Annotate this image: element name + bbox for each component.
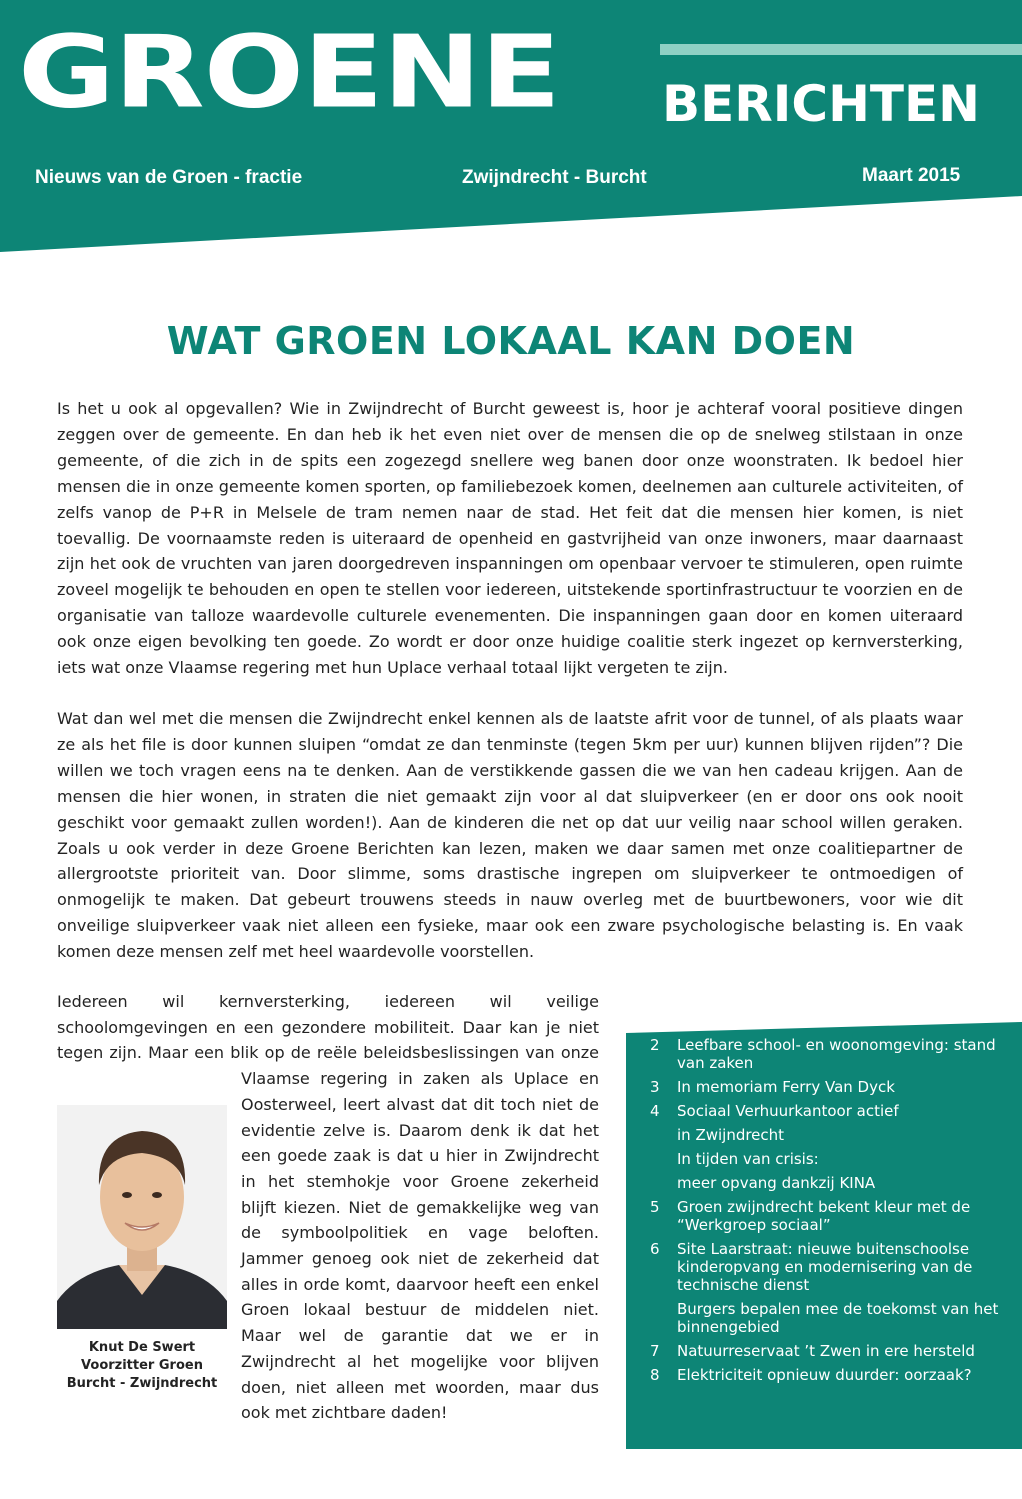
contents-item[interactable]: 2 Leefbare school- en woonomgeving: stand van zaken bbox=[650, 1036, 996, 1072]
contents-item[interactable]: 6 Site Laarstraat: nieuwe buitenschoolse kinderopvang en modernisering van de technische dienst bbox=[650, 1240, 973, 1294]
issue-date: Maart 2015 bbox=[862, 165, 961, 186]
contents-list bbox=[650, 1036, 1010, 1390]
author-photo bbox=[57, 1105, 227, 1329]
caption-location: Burcht - Zwijndrecht bbox=[66, 1376, 218, 1391]
article-paragraph-1: Is het u ook al opgevallen? Wie in Zwijndrecht of Burcht geweest is, hoor je achteraf vooral positieve dingen zeggen over de gemeente. En dan heb ik het even niet over de mensen die op de snelweg stilstaan in onze gemeente, of die zich in de spits een zogezegd snellere weg banen door onze woonstraten. Ik bedoel hier mensen die in onze gemeente komen sporten, op familiebezoek komen, deelnemen aan culturele activiteiten, of zelfs vanop de P+R in Melsele de tram nemen naar de stad. Het feit dat die mensen hier komen, is niet toevallig. De voornaamste reden is uiteraard de openheid en gastvrijheid van onze inwoners, maar daarnaast zijn het ook de vruchten van jaren doorgedreven inspanningen om openbaar vervoer te stimuleren, open ruimte zoveel mogelijk te behouden en open te stellen voor iedereen, uitstekende sportinfrastructuur te voorzien en de organisatie van talloze waardevolle culturele evenementen. Die inspanningen gaan door en komen uiteraard ook onze eigen bevolking ten goede. Zo wordt er door onze huidige coalitie sterk ingezet op kernversterking, iets wat onze Vlaamse regering met hun Uplace verhaal totaal lijkt vergeten te zijn. bbox=[57, 399, 963, 678]
contents-item[interactable]: 5 Groen zwijndrecht bekent kleur met de “Werkgroep sociaal” bbox=[650, 1198, 971, 1234]
contents-item[interactable]: Burgers bepalen mee de toekomst van het binnengebied bbox=[677, 1300, 999, 1336]
contents-item[interactable]: 7 Natuurreservaat ’t Zwen in ere hersteld bbox=[650, 1342, 975, 1360]
masthead-banner bbox=[0, 0, 1022, 252]
contents-item[interactable]: in Zwijndrecht bbox=[677, 1126, 785, 1144]
contents-item[interactable]: 4 Sociaal Verhuurkantoor actief bbox=[650, 1102, 899, 1120]
article-paragraph-3: Iedereen wil kernversterking, iedereen wil veilige schoolomgevingen en een gezondere mobiliteit. Daar kan je niet tegen zijn. Maar een blik op de reële beleidsbeslissingen van onze Vlaamse regering in zaken als Uplace en Oosterweel, leert alvast dat dit toch niet de evidentie zelve is. Daarom denk ik dat het een goede zaak is dat u hier in Zwijndrecht in het stemhokje voor Groene zekerheid blijft kiezen. Niet de gemakkelijke weg van de symboolpolitiek en vage beloften. Jammer genoeg ook niet de zekerheid dat alles in orde komt, daarvoor heeft een enkel Groen lokaal bestuur de middelen niet. Maar wel de garantie dat we er in Zwijndrecht al het mogelijke voor blijven doen, niet alleen met woorden, maar dus ook met zichtbare daden! bbox=[57, 992, 599, 1423]
article-paragraph-2: Wat dan wel met die mensen die Zwijndrecht enkel kennen als de laatste afrit voor de tunnel, of als plaats waar ze als het file is door kunnen sluipen “omdat ze dan tenminste (tegen 5km per uur) kunnen blijven rijden”? Die willen we toch vragen eens na te denken. Aan de verstikkende gassen die we van hen cadeau krijgen. Aan de mensen die hier wonen, in straten die niet gemaakt zijn voor al dat sluipverkeer (en er door ons ook nooit geschikt voor gemaakt zullen worden!). Aan de kinderen die net op dat uur veilig naar school willen geraken. Zoals u ook verder in deze Groene Berichten kan lezen, maken we daar samen met onze coalitiepartner de allergrootste prioriteit van. Door slimme, soms drastische ingrepen om sluipverkeer te ontmoedigen of onmogelijk te maken. Dat gebeurt trouwens steeds in nauw overleg met de buurtbewoners, voor wie dit onveilige sluipverkeer vaak niet alleen een fysieke, maar ook een zware psychologische belasting is. En vaak komen deze mensen zelf met heel waardevolle voorstellen. bbox=[57, 709, 963, 962]
caption-role: Voorzitter Groen bbox=[81, 1358, 203, 1373]
logo-groene: GROENE bbox=[18, 13, 560, 131]
photo-caption bbox=[44, 1339, 240, 1393]
contents-item[interactable]: meer opvang dankzij KINA bbox=[677, 1174, 876, 1192]
article-headline: WAT GROEN LOKAAL KAN DOEN bbox=[166, 319, 856, 363]
subtitle-location: Zwijndrecht - Burcht bbox=[462, 167, 647, 188]
logo-berichten: BERICHTEN bbox=[662, 75, 981, 133]
contents-item[interactable]: 3 In memoriam Ferry Van Dyck bbox=[650, 1078, 895, 1096]
subtitle-fractie: Nieuws van de Groen - fractie bbox=[35, 167, 303, 188]
contents-item[interactable]: In tijden van crisis: bbox=[677, 1150, 819, 1168]
caption-name: Knut De Swert bbox=[88, 1340, 196, 1355]
contents-item[interactable]: 8 Elektriciteit opnieuw duurder: oorzaak? bbox=[650, 1366, 972, 1384]
